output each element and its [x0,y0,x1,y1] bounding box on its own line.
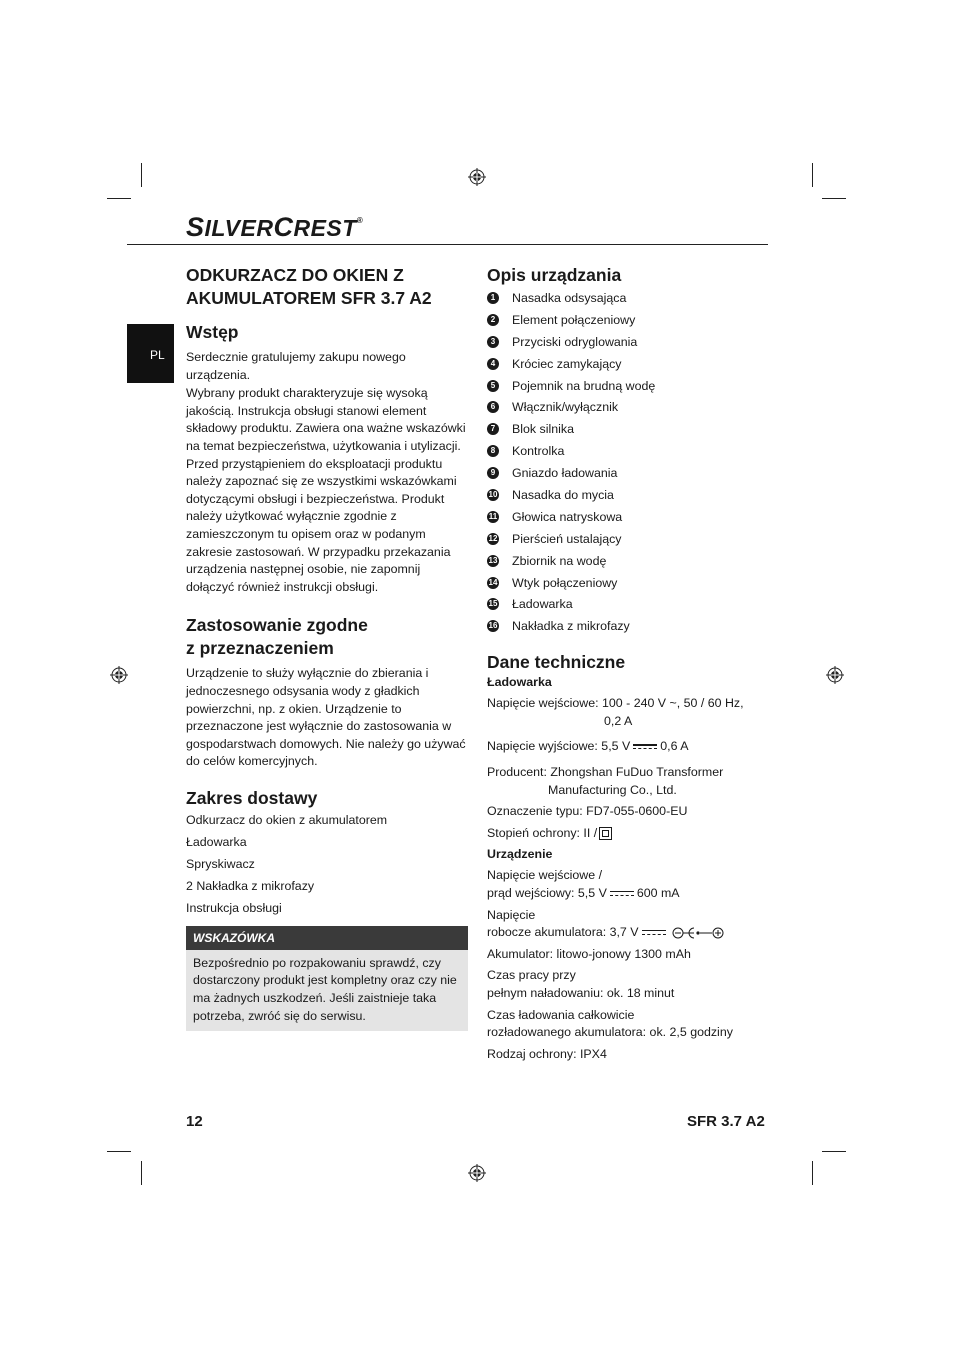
list-item: 9 Gniazdo ładowania [487,462,777,484]
page-number: 12 [186,1113,203,1130]
intro-heading: Wstęp [186,322,239,342]
parts-list [487,287,777,637]
number-badge: 3 [487,336,499,348]
list-item: 1 Nasadka odsysająca [487,287,777,309]
model-name: SFR 3.7 A2 [687,1113,765,1130]
crop-mark [822,198,846,199]
list-item: Spryskiwacz [186,856,255,871]
number-badge: 11 [488,511,498,521]
list-item: 3 Przyciski odryglowania [487,331,777,353]
number-badge: 2 [487,314,499,326]
number-badge: 13 [488,555,498,565]
spec-protection: Stopień ochrony: II / [487,825,777,843]
list-item: 15 Ładowarka [488,597,573,612]
scope-heading: Zakres dostawy [186,787,318,808]
number-badge: 1 [487,292,499,304]
registration-mark-icon [826,666,844,684]
tech-heading: Dane techniczne [487,652,626,673]
list-item: 13 Zbiornik na wodę [488,553,607,568]
note-box [186,926,468,1031]
spec-working-voltage: Napięcie robocze akumulatora: 3,7 V [487,907,777,942]
list-item: 11 Głowica natryskowa [488,509,623,524]
list-item: 12 Pierścień ustalający [488,531,622,546]
spec-device-input: Napięcie wejściowe / prąd wejściowy: 5,5 V 600 mA [487,868,680,900]
page-title: ODKURZACZ DO OKIEN Z AKUMULATOREM SFR 3.7 A2 [186,265,432,308]
number-badge: 10 [488,489,498,499]
list-item: Instrukcja obsługi [186,900,282,915]
number-badge: 14 [488,577,498,587]
polarity-icon [672,927,728,939]
crop-mark [812,1161,813,1185]
left-column [186,264,468,1031]
number-badge: 6 [487,401,499,413]
number-badge: 8 [487,445,499,457]
description-heading: Opis urządzania [487,265,622,285]
dc-symbol-icon [633,743,657,751]
registration-mark-icon [468,1164,486,1182]
double-insulation-icon [599,827,612,840]
list-item: 5 Pojemnik na brudną wodę [487,375,777,397]
crop-mark [141,1161,142,1185]
note-title: WSKAZÓWKA [186,926,468,950]
number-badge: 4 [487,358,499,370]
number-badge: 5 [487,380,499,392]
note-text: Bezpośrednio po rozpakowaniu sprawdź, czy dostarczony produkt jest kompletny oraz czy nie ma żadnych uszkodzeń. Jeśli zaistnieje taka potrzeba, zwróć się do serwisu. [193,955,457,1023]
number-badge: 9 [487,467,499,479]
intro-paragraph: Serdecznie gratulujemy zakupu nowego urządzenia. [186,350,406,382]
dc-symbol-icon [610,890,634,898]
list-item: 16 Nakładka z mikrofazy [488,619,630,634]
crop-mark [812,163,813,187]
spec-type: Oznaczenie typu: FD7-055-0600-EU [487,804,688,819]
list-item: Ładowarka [186,834,247,849]
brand-logo: SILVERCREST® [186,212,364,242]
registration-mark-icon [110,666,128,684]
crop-mark [141,163,142,187]
crop-mark [107,1151,131,1152]
crop-mark [822,1151,846,1152]
list-item: 2 Nakładka z mikrofazy [186,878,315,893]
language-tab: PL [127,324,174,383]
list-item: 8 Kontrolka [487,440,777,462]
spec-charge-time: Czas ładowania całkowicie rozładowanego akumulatora: ok. 2,5 godziny [487,1007,733,1040]
header-rule [127,244,768,245]
list-item: 7 Blok silnika [487,418,777,440]
list-item: 10 Nasadka do mycia [488,487,614,502]
spec-output-voltage: Napięcie wyjściowe: 5,5 V 0,6 A [487,739,689,754]
right-column [487,264,777,1063]
use-paragraph: Urządzenie to służy wyłącznie do zbierania i jednoczesnego odsysania wody z gładkich powierzchni, np. z okien. Urządzenie to przeznaczone jest wyłącznie do zastosowania w gospodarstwach domowych. Nie należy go używać do celów komercyjnych. [186,666,466,769]
number-badge: 15 [488,599,498,609]
registration-mark-icon [468,168,486,186]
dc-symbol-icon [642,929,666,937]
crop-mark [107,198,131,199]
number-badge: 7 [487,423,499,435]
device-subheading: Urządzenie [487,847,553,862]
list-item: 4 Króciec zamykający [487,353,777,375]
spec-ip: Rodzaj ochrony: IPX4 [487,1046,607,1061]
number-badge: 12 [488,533,498,543]
use-heading: Zastosowanie zgodne z przeznaczeniem [186,615,368,659]
spec-runtime: Czas pracy przy pełnym naładowaniu: ok. 18 minut [487,968,675,1000]
intro-paragraph: Wybrany produkt charakteryzuje się wysoką jakością. Instrukcja obsługi stanowi element składowy produktu. Zawiera ona ważne wskazówki na temat bezpieczeństwa, użytkowania i utylizacji. Przed przystąpieniem do eksploatacji produktu należy zapoznać się ze wszystkimi wskazówkami dotyczącymi obsługi i bezpieczeństwa. Produkt należy użytkować wyłącznie zgodnie z zamieszczonym tu opisem oraz w podanym zakresie zastosowań. W przypadku przekazania urządzenia następnej osobie, nie zapomnij dołączyć również instrukcji obsługi. [186,386,466,594]
spec-battery: Akumulator: litowo-jonowy 1300 mAh [487,946,691,961]
charger-subheading: Ładowarka [487,675,552,690]
list-item: 6 Włącznik/wyłącznik [487,396,777,418]
spec-input-voltage: Napięcie wejściowe: 100 - 240 V ~, 50 / 60 Hz, 0,2 A [487,696,744,728]
list-item: 2 Element połączeniowy [487,309,777,331]
list-item: Odkurzacz do okien z akumulatorem [186,812,388,827]
list-item: 14 Wtyk połączeniowy [488,575,618,590]
scope-list [186,812,468,920]
number-badge: 16 [488,621,498,631]
spec-producer: Producent: Zhongshan FuDuo Transformer Manufacturing Co., Ltd. [487,765,724,797]
